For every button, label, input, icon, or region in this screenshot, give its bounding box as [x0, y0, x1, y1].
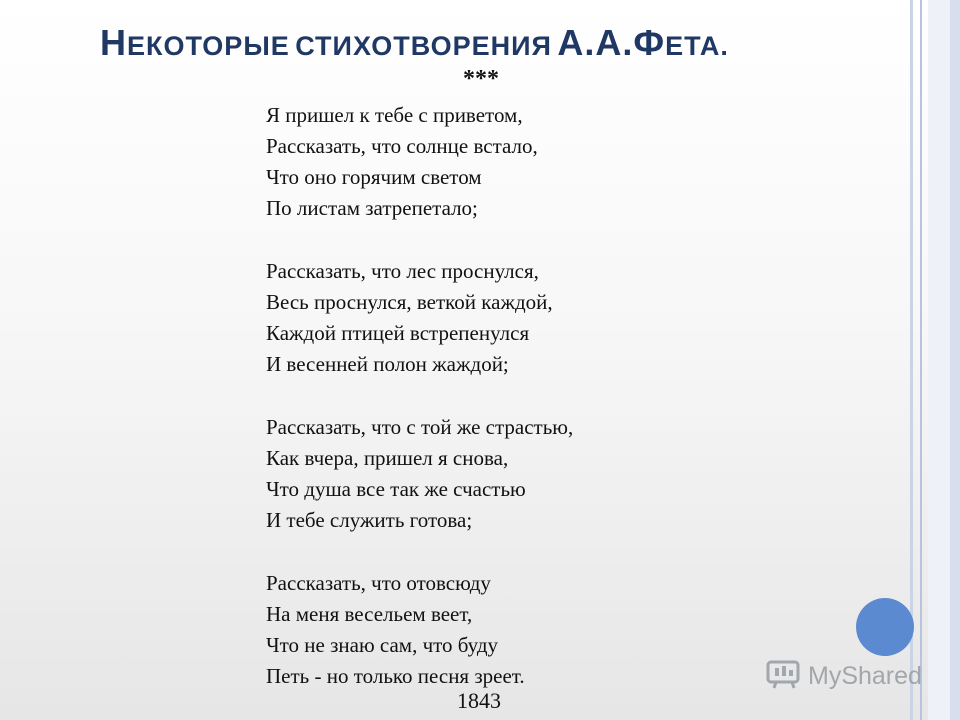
side-bar [928, 0, 950, 720]
poem-line: Весь проснулся, веткой каждой, [266, 290, 553, 314]
watermark [766, 656, 922, 696]
poem-line: Рассказать, что солнце встало, [266, 134, 538, 158]
decorative-side-bars [910, 0, 960, 720]
stanza-gap [266, 380, 573, 412]
title-initials: А.А. [557, 22, 634, 63]
myshared-logo-icon [766, 658, 802, 695]
side-bar [920, 0, 922, 720]
title-word: СТИХОТВОРЕНИЯ [295, 31, 552, 61]
poem-line: И тебе служить готова; [266, 508, 473, 532]
decorative-circle [856, 598, 914, 656]
poem-line: Каждой птицей встрепенулся [266, 321, 530, 345]
watermark-text: MyShared [808, 661, 922, 690]
poem-text [266, 100, 573, 692]
poem-line: Я пришел к тебе с приветом, [266, 103, 523, 127]
poem-line: По листам затрепетало; [266, 196, 478, 220]
poem-line: Рассказать, что с той же страстью, [266, 415, 574, 439]
poem-line: Как вчера, пришел я снова, [266, 446, 509, 470]
title-word: ЕТА. [665, 31, 729, 61]
poem-line: Что оно горячим светом [266, 165, 482, 189]
title-word: ЕКОТОРЫЕ [127, 31, 290, 61]
poem-line: На меня весельем веет, [266, 602, 473, 626]
slide-title [100, 22, 840, 64]
poem-line: Петь - но только песня зреет. [266, 664, 525, 688]
side-bar [950, 0, 960, 720]
poem-line: Что душа все так же счастью [266, 477, 526, 501]
poem-year: 1843 [457, 688, 501, 713]
poem-line: Что не знаю сам, что буду [266, 633, 499, 657]
title-initial: Н [100, 22, 127, 63]
stanza-gap [266, 536, 573, 568]
title-initial: Ф [633, 22, 666, 63]
poem-line: Рассказать, что отовсюду [266, 571, 491, 595]
stanza-gap [266, 224, 573, 256]
poem-separator: *** [463, 66, 499, 92]
poem-line: И весенней полон жаждой; [266, 352, 509, 376]
side-bar [910, 0, 913, 720]
poem-line: Рассказать, что лес проснулся, [266, 259, 539, 283]
